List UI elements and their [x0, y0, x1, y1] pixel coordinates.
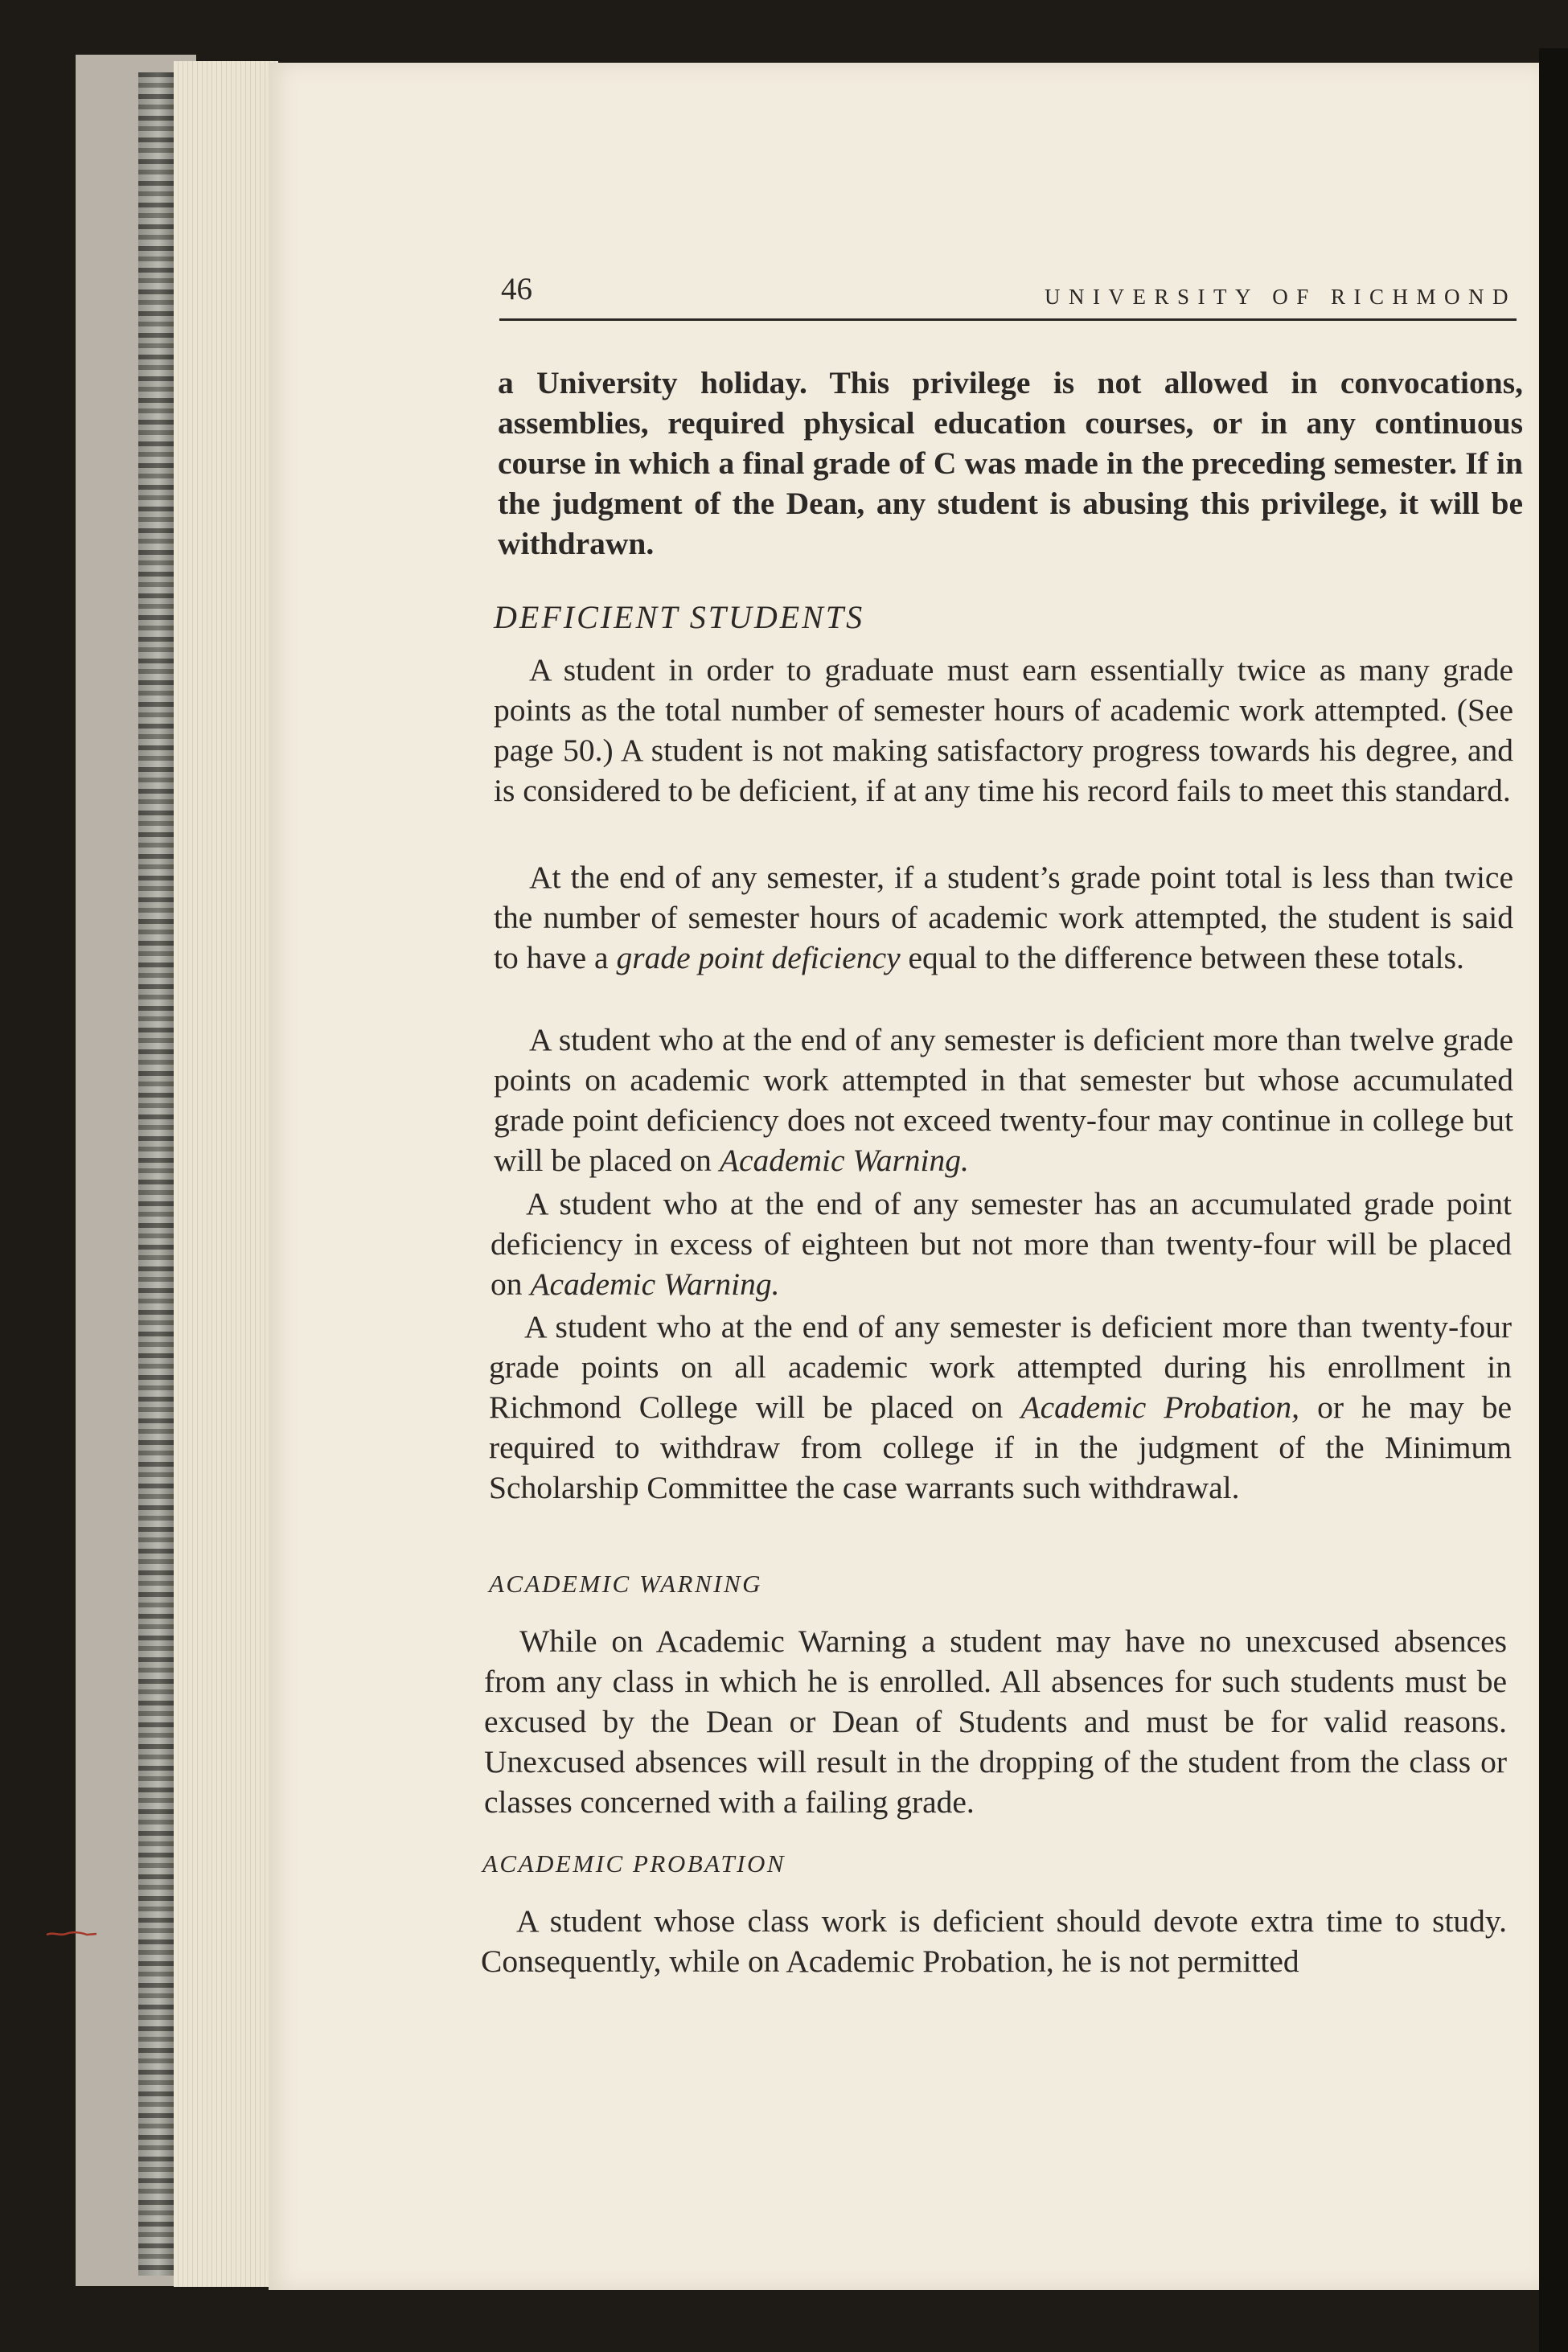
- section-heading-deficient-students: DEFICIENT STUDENTS: [494, 599, 865, 635]
- paragraph-deficient-5: [489, 1307, 1512, 1508]
- continuation-paragraph: a University holiday. This privilege is not allowed in convocations, assemblies, required physical education courses, or in any continuous course in which a final grade of C was made in the preceding semester. If in the judgment of the Dean, any student is abusing this privilege, it will be withdrawn.: [498, 365, 1523, 561]
- italic-term: Academic Probation,: [1020, 1389, 1299, 1425]
- text-run: At the end of any semester, if a student’s grade point total is less than twice the number of semester hours of academic work attempted, the student is said to have a: [494, 860, 1513, 975]
- paragraph-deficient-4: [491, 1184, 1512, 1304]
- italic-term: grade point deficiency: [616, 940, 901, 975]
- book-spine-shadow: [1539, 48, 1568, 2352]
- running-head: UNIVERSITY OF RICHMOND: [1044, 285, 1517, 309]
- paragraph-academic-probation: A student whose class work is deficient should devote extra time to study. Consequently, while on Academic Probation, he is not permitted: [481, 1903, 1507, 1979]
- text-run: A student who at the end of any semester is deficient more than twelve grade points on academic work attempted in that semester but whose accumulated grade point deficiency does not exceed twenty-four may continue in college but will be placed on: [494, 1022, 1513, 1178]
- paragraph-deficient-2: [494, 857, 1513, 978]
- subheading-academic-warning: ACADEMIC WARNING: [489, 1570, 763, 1598]
- page-edges: [174, 61, 278, 2287]
- page-header: [499, 272, 1517, 321]
- page-number: 46: [501, 272, 532, 306]
- text-run: A student who at the end of any semester has an accumulated grade point deficiency in excess of eighteen but not more than twenty-four will be placed on: [491, 1186, 1512, 1302]
- paragraph-academic-warning: While on Academic Warning a student may have no unexcused absences from any class in which he is enrolled. All absences for such students must be excused by the Dean or Dean of Students and must be for valid reasons. Unexcused absences will result in the dropping of the student from the class or classes concerned with a failing grade.: [484, 1623, 1507, 1820]
- paragraph-deficient-1: A student in order to graduate must earn essentially twice as many grade points as the total number of semester hours of academic work attempted. (See page 50.) A student is not making satisfactory progress towards his degree, and is considered to be deficient, if at any time his record fails to meet this standard.: [494, 652, 1513, 808]
- text-run: or he may be required to withdraw from college if in the judgment of the Minimum Scholarship Committee the case warrants such withdrawal.: [489, 1389, 1512, 1505]
- italic-term: Academic Warning.: [719, 1143, 969, 1178]
- red-pencil-mark: [45, 1930, 98, 1938]
- italic-term: Academic Warning.: [530, 1266, 780, 1302]
- text-run: equal to the difference between these totals.: [900, 940, 1464, 975]
- text-run: A student who at the end of any semester is deficient more than twenty-four grade points on all academic work attempted during his enrollment in Richmond College will be placed on: [489, 1309, 1512, 1425]
- subheading-academic-probation: ACADEMIC PROBATION: [482, 1849, 786, 1878]
- paragraph-deficient-3: [494, 1020, 1513, 1180]
